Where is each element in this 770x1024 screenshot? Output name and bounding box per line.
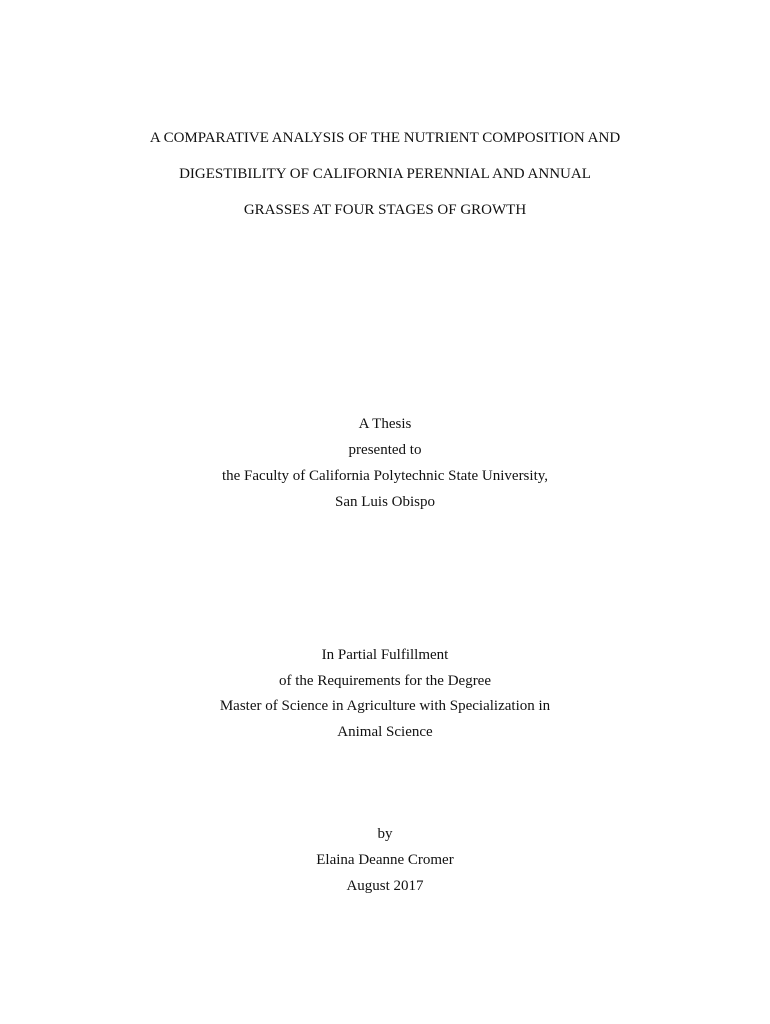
requirements-line: of the Requirements for the Degree [279, 673, 491, 689]
partial-fulfillment: In Partial Fulfillment [321, 647, 449, 663]
submission-date: August 2017 [346, 878, 424, 894]
specialization-line: Animal Science [337, 724, 433, 740]
by-label: by [377, 826, 393, 842]
university-location: San Luis Obispo [334, 494, 435, 510]
degree-line: Master of Science in Agriculture with Specialization in [219, 698, 551, 714]
title-line-3: GRASSES AT FOUR STAGES OF GROWTH [243, 202, 527, 218]
presented-to: presented to [348, 442, 422, 458]
faculty-line: the Faculty of California Polytechnic State University, [221, 468, 549, 484]
author-name: Elaina Deanne Cromer [316, 852, 454, 868]
thesis-label: A Thesis [358, 416, 412, 432]
title-line-2: DIGESTIBILITY OF CALIFORNIA PERENNIAL AND ANNUAL [179, 166, 591, 182]
title-line-1: A COMPARATIVE ANALYSIS OF THE NUTRIENT COMPOSITION AND [149, 130, 621, 146]
